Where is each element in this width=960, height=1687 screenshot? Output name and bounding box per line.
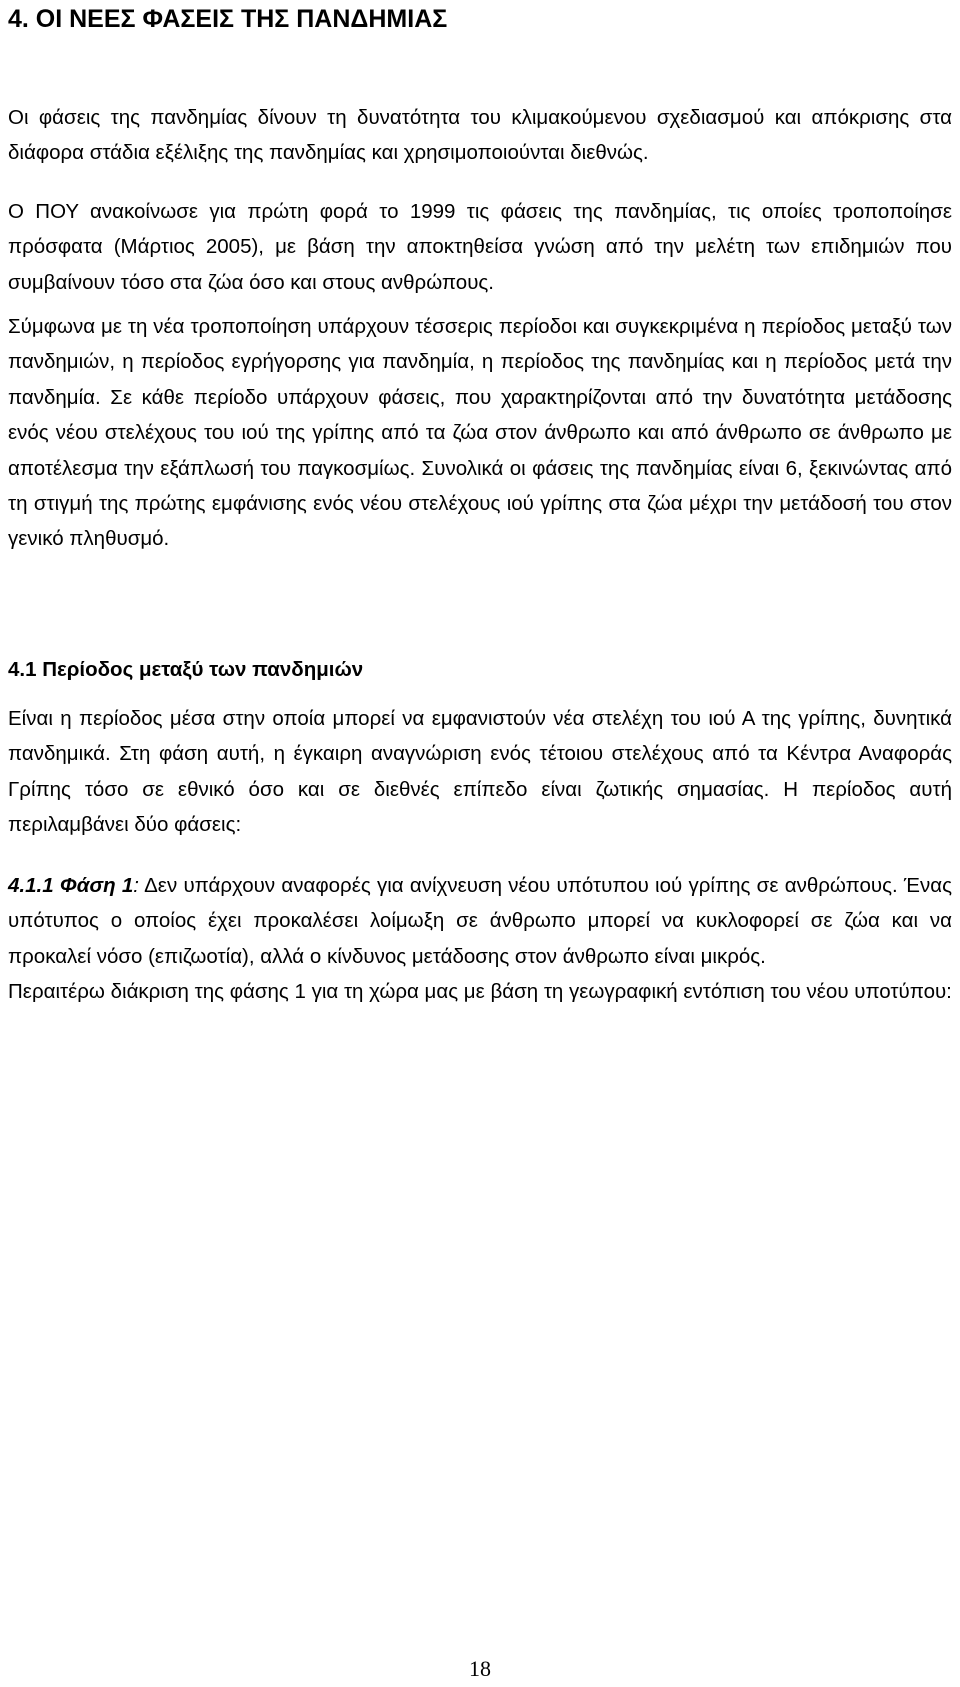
chapter-heading: 4. ΟΙ ΝΕΕΣ ΦΑΣΕΙΣ ΤΗΣ ΠΑΝΔΗΜΙΑΣ: [8, 5, 448, 33]
phase-label: Φάση 1: [59, 873, 134, 897]
paragraph-periods: Σύμφωνα με τη νέα τροποποίηση υπάρχουν τέσσερις περίοδοι και συγκεκριμένα η περίοδος μεταξύ των πανδημιών, η περίοδος εγρήγορσης για πανδημία, η περίοδος της πανδημίας και η περίοδος μετά την πανδημία. Σε κάθε περίοδο υπάρχουν φάσεις, που χαρακτηρίζονται από την δυνατότητα μετάδοσης ενός νέου στελέχους του ιού της γρίπης από τα ζώα στον άνθρωπο και από άνθρωπο σε άνθρωπο με αποτέλεσμα την εξάπλωσή του παγκοσμίως. Συνολικά οι φάσεις της πανδημίας είναι 6, ξεκινώντας από τη στιγμή της πρώτης εμφάνισης ενός νέου στελέχους ιού γρίπης στα ζώα μέχρι την μετάδοσή του στον γενικό πληθυσμό.: [8, 315, 952, 551]
phase-colon: :: [133, 873, 139, 897]
section-title: 4.1 Περίοδος μεταξύ των πανδημιών: [8, 657, 364, 681]
paragraph-who: Ο ΠΟΥ ανακοίνωσε για πρώτη φορά το 1999 τις φάσεις της πανδημίας, τις οποίες τροποποίησε πρόσφατα (Μάρτιος 2005), με βάση την αποκτηθείσα γνώση από την μελέτη των επιδημιών που συμβαίνουν τόσο στα ζώα όσο και στους ανθρώπους.: [8, 199, 952, 294]
page-number: 18: [469, 1656, 491, 1681]
followup-paragraph: Περαιτέρω διάκριση της φάσης 1 για τη χώρα μας με βάση τη γεωγραφική εντόπιση του νέου υποτύπου:: [8, 980, 952, 1004]
phase-description: Δεν υπάρχουν αναφορές για ανίχνευση νέου υπότυπου ιού γρίπης σε ανθρώπους. Ένας υπότυπος ο οποίος έχει προκαλέσει λοίμωξη σε άνθρωπο μπορεί να κυκλοφορεί σε ζώα και να προκαλεί νόσο (επιζωοτία), αλλά ο κίνδυνος μετάδοσης στον άνθρωπο είναι μικρός.: [8, 873, 952, 968]
document-page: [8, 0, 952, 1010]
subsection-number: 4.1.1: [8, 873, 54, 897]
section-intro-paragraph: Είναι η περίοδος μέσα στην οποία μπορεί να εμφανιστούν νέα στελέχη του ιού Α της γρίπης, δυνητικά πανδημικά. Στη φάση αυτή, η έγκαιρη αναγνώριση ενός τέτοιου στελέχους από τα Κέντρα Αναφοράς Γρίπης τόσο σε εθνικό όσο και σε διεθνές επίπεδο είναι ζωτικής σημασίας. Η περίοδος αυτή περιλαμβάνει δύο φάσεις:: [8, 706, 952, 837]
paragraph-intro: Οι φάσεις της πανδημίας δίνουν τη δυνατότητα του κλιμακούμενου σχεδιασμού και απόκρισης στα διάφορα στάδια εξέλιξης της πανδημίας και χρησιμοποιούνται διεθνώς.: [8, 106, 952, 165]
subsection-paragraph: [8, 868, 952, 975]
